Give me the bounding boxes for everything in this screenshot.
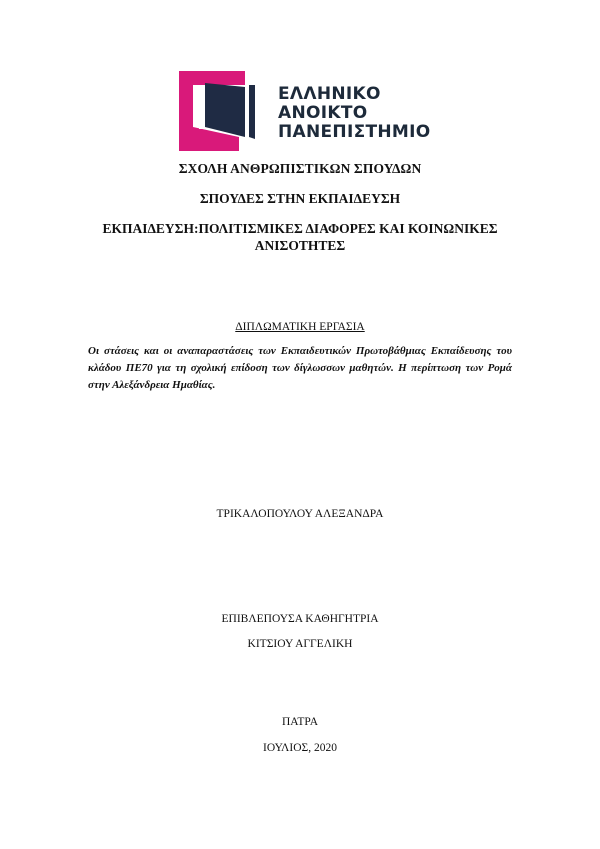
logo-wordmark <box>278 85 431 142</box>
specialization-line-2: ΑΝΙΣΟΤΗΤΕΣ <box>254 238 346 253</box>
thesis-type: ΔΙΠΛΩΜΑΤΙΚΗ ΕΡΓΑΣΙΑ <box>235 321 365 333</box>
logo-line-3: ΠΑΝΕΠΙΣΤΗΜΙΟ <box>278 122 431 142</box>
specialization-title <box>80 220 520 254</box>
author-name: ΤΡΙΚΑΛΟΠΟΥΛΟΥ ΑΛΕΞΑΝΔΡΑ <box>216 508 384 520</box>
logo-mark-icon <box>179 71 271 151</box>
city: ΠΑΤΡΑ <box>281 716 319 728</box>
date: ΙΟΥΛΙΟΣ, 2020 <box>263 742 337 754</box>
university-logo <box>179 71 429 151</box>
supervisor-role: ΕΠΙΒΛΕΠΟΥΣΑ ΚΑΘΗΓΗΤΡΙΑ <box>221 613 379 625</box>
program-name: ΣΠΟΥΔΕΣ ΣΤΗΝ ΕΚΠΑΙΔΕΥΣΗ <box>199 191 401 206</box>
school-name: ΣΧΟΛΗ ΑΝΘΡΩΠΙΣΤΙΚΩΝ ΣΠΟΥΔΩΝ <box>178 161 422 176</box>
supervisor-name: ΚΙΤΣΙΟΥ ΑΓΓΕΛΙΚΗ <box>247 638 353 650</box>
logo-line-2: ΑΝΟΙΚΤΟ <box>278 103 368 123</box>
logo-line-1: ΕΛΛΗΝΙΚΟ <box>278 84 381 104</box>
specialization-line-1: ΕΚΠΑΙΔΕΥΣΗ:ΠΟΛΙΤΙΣΜΙΚΕΣ ΔΙΑΦΟΡΕΣ ΚΑΙ ΚΟΙΝΩΝΙΚΕΣ <box>102 221 498 236</box>
thesis-title: Οι στάσεις και οι αναπαραστάσεις των Εκπαιδευτικών Πρωτοβάθμιας Εκπαίδευσης του κλάδου ΠΕ70 για τη σχολική επίδοση των δίγλωσσων μαθητών. Η περίπτωση των Ρομά στην Αλεξάνδρεια Ημαθίας. <box>88 345 512 391</box>
